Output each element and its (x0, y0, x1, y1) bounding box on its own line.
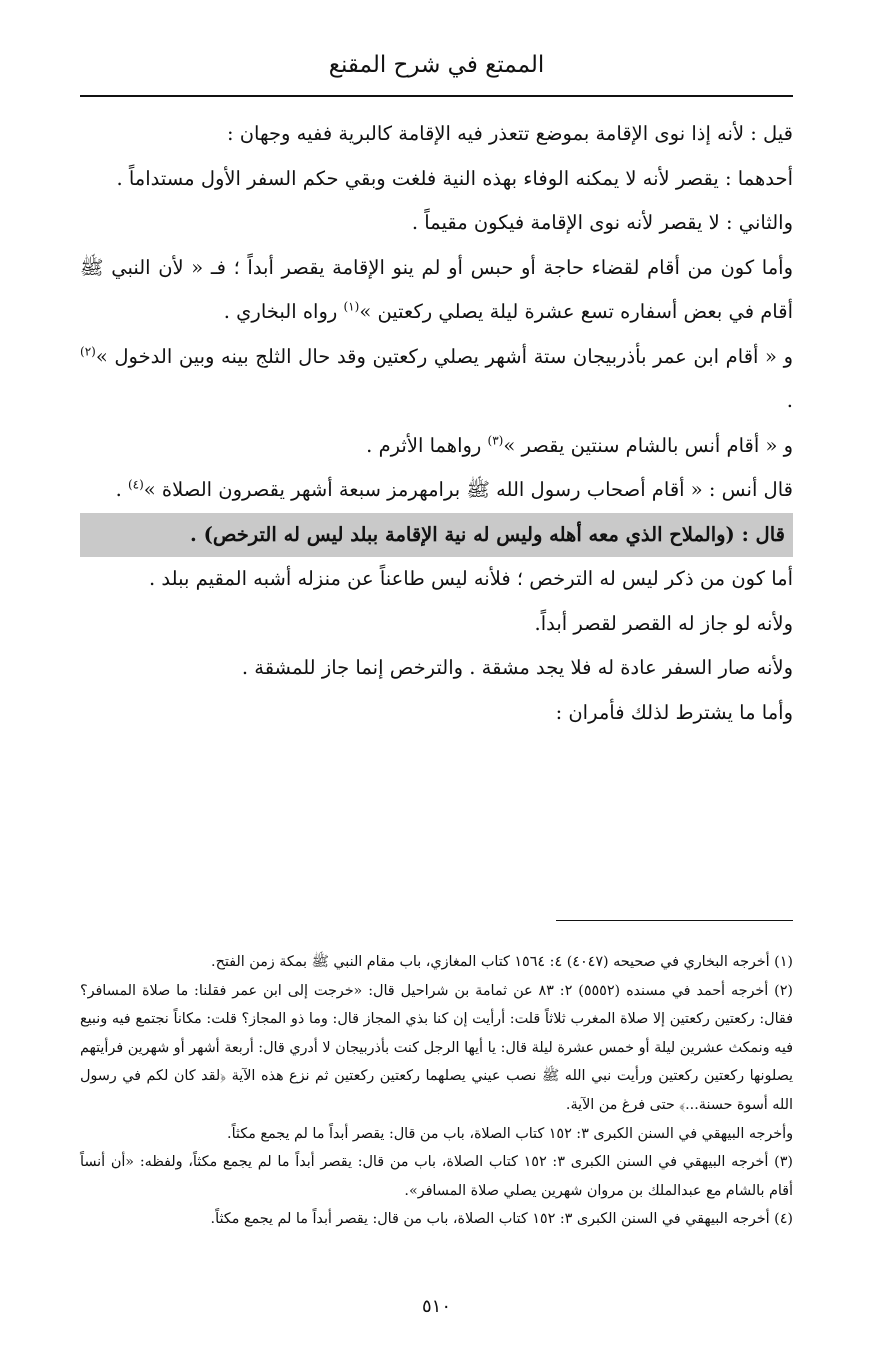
footnotes (80, 948, 793, 1234)
paragraph-text: . (786, 389, 793, 412)
footnote-rule (556, 920, 793, 921)
footnote: (٤) أخرجه البيهقي في السنن الكبرى ٣: ١٥٢ كتاب الصلاة، باب من قال: يقصر أبداً ما لم يجمع مكثاً. (210, 1211, 793, 1228)
paragraph: ولأنه صار السفر عادة له فلا يجد مشقة . والترخص إنما جاز للمشقة . (241, 656, 793, 679)
paragraph-text: وأما كون من أقام لقضاء حاجة أو حبس أو لم ينو الإقامة يقصر أبداً ؛ فـ « لأن النبي ﷺ أقام في بعض أسفاره تسع عشرة ليلة يصلي ركعتين » (80, 255, 793, 323)
paragraph: وأما ما يشترط لذلك فأمران : (555, 700, 793, 724)
paragraph: أما كون من ذكر ليس له الترخص ؛ فلأنه ليس طاعناً عن منزله أشبه المقيم ببلد . (149, 567, 793, 590)
footnote-ref: (٢) (80, 344, 96, 358)
footnote-ref: (١) (343, 299, 360, 314)
header-rule (80, 95, 793, 97)
matn-highlight: قال : (والملاح الذي معه أهله وليس له نية الإقامة ببلد ليس له الترخص) . (80, 513, 793, 558)
main-text (80, 112, 793, 735)
paragraph: أحدهما : يقصر لأنه لا يمكنه الوفاء بهذه النية فلغت وبقي حكم السفر الأول مستداماً . (116, 166, 793, 190)
page-number: ٥١٠ (421, 1296, 451, 1317)
footnote: (٣) أخرجه البيهقي في السنن الكبرى ٣: ١٥٢ كتاب الصلاة، باب من قال: يقصر أبداً ما لم يجمع مكثاً، ولفظه: «أن أنساً أقام بالشام مع عبدالملك بن مروان شهرين يصلي صلاة المسافر». (80, 1154, 793, 1199)
paragraph-text: قال أنس : « أقام أصحاب رسول الله ﷺ برامهرمز سبعة أشهر يقصرون الصلاة » (143, 478, 793, 501)
paragraph-text: . (115, 478, 128, 501)
paragraph-text: رواهما الأثرم . (366, 433, 488, 457)
footnote-continuation: وأخرجه البيهقي في السنن الكبرى ٣: ١٥٢ كتاب الصلاة، باب من قال: يقصر أبداً ما لم يجمع مكثاً. (227, 1125, 793, 1142)
paragraph (80, 335, 793, 424)
paragraph: قيل : لأنه إذا نوى الإقامة بموضع تتعذر فيه الإقامة كالبرية ففيه وجهان : (226, 122, 793, 145)
paragraph-text: و « أقام أنس بالشام سنتين يقصر » (503, 433, 793, 457)
footnote-ref: (٣) (487, 433, 504, 447)
footnote: (٢) أخرجه أحمد في مسنده (٥٥٥٢) ٢: ٨٣ عن ثمامة بن شراحيل قال: «خرجت إلى ابن عمر فقلنا: ما صلاة المسافر؟ فقال: ركعتين ركعتين إلا صلاة المغرب ثلاثاً قلت: أرأيت إن كنا بذي المجاز قال: وما ذو المجاز؟ قلت: مكاناً نجتمع فيه ونبيع فيه ونمكث عشرين ليلة أو خمس عشرة ليلة قال: يا أيها الرجل كنت بأذربيجان لا أدري قال: أربعة أشهر أو شهرين فرأيتهم يصلونها ركعتين ركعتين ورأيت نبي الله ﷺ نصب عيني يصلهما ركعتين ركعتين ثم نزع هذه الآية ﴿لقد كان لكم في رسول الله أسوة حسنة...﴾ حتى فرغ من الآية. (80, 982, 793, 1113)
paragraph: والثاني : لا يقصر لأنه نوى الإقامة فيكون مقيماً . (411, 211, 793, 234)
paragraph (80, 424, 793, 469)
paragraph-text: و « أقام ابن عمر بأذربيجان ستة أشهر يصلي ركعتين وقد حال الثلج بينه وبين الدخول » (95, 344, 793, 368)
footnote-ref: (٤) (127, 477, 144, 492)
footnote: (١) أخرجه البخاري في صحيحه (٤٠٤٧) ٤: ١٥٦٤ كتاب المغازي، باب مقام النبي ﷺ بمكة زمن الفتح. (211, 954, 793, 970)
paragraph (80, 468, 793, 513)
paragraph (80, 246, 793, 335)
paragraph: ولأنه لو جاز له القصر لقصر أبداً. (534, 611, 793, 635)
paragraph-text: رواه البخاري . (223, 300, 344, 323)
running-header: الممتع في شرح المقنع (328, 52, 545, 78)
